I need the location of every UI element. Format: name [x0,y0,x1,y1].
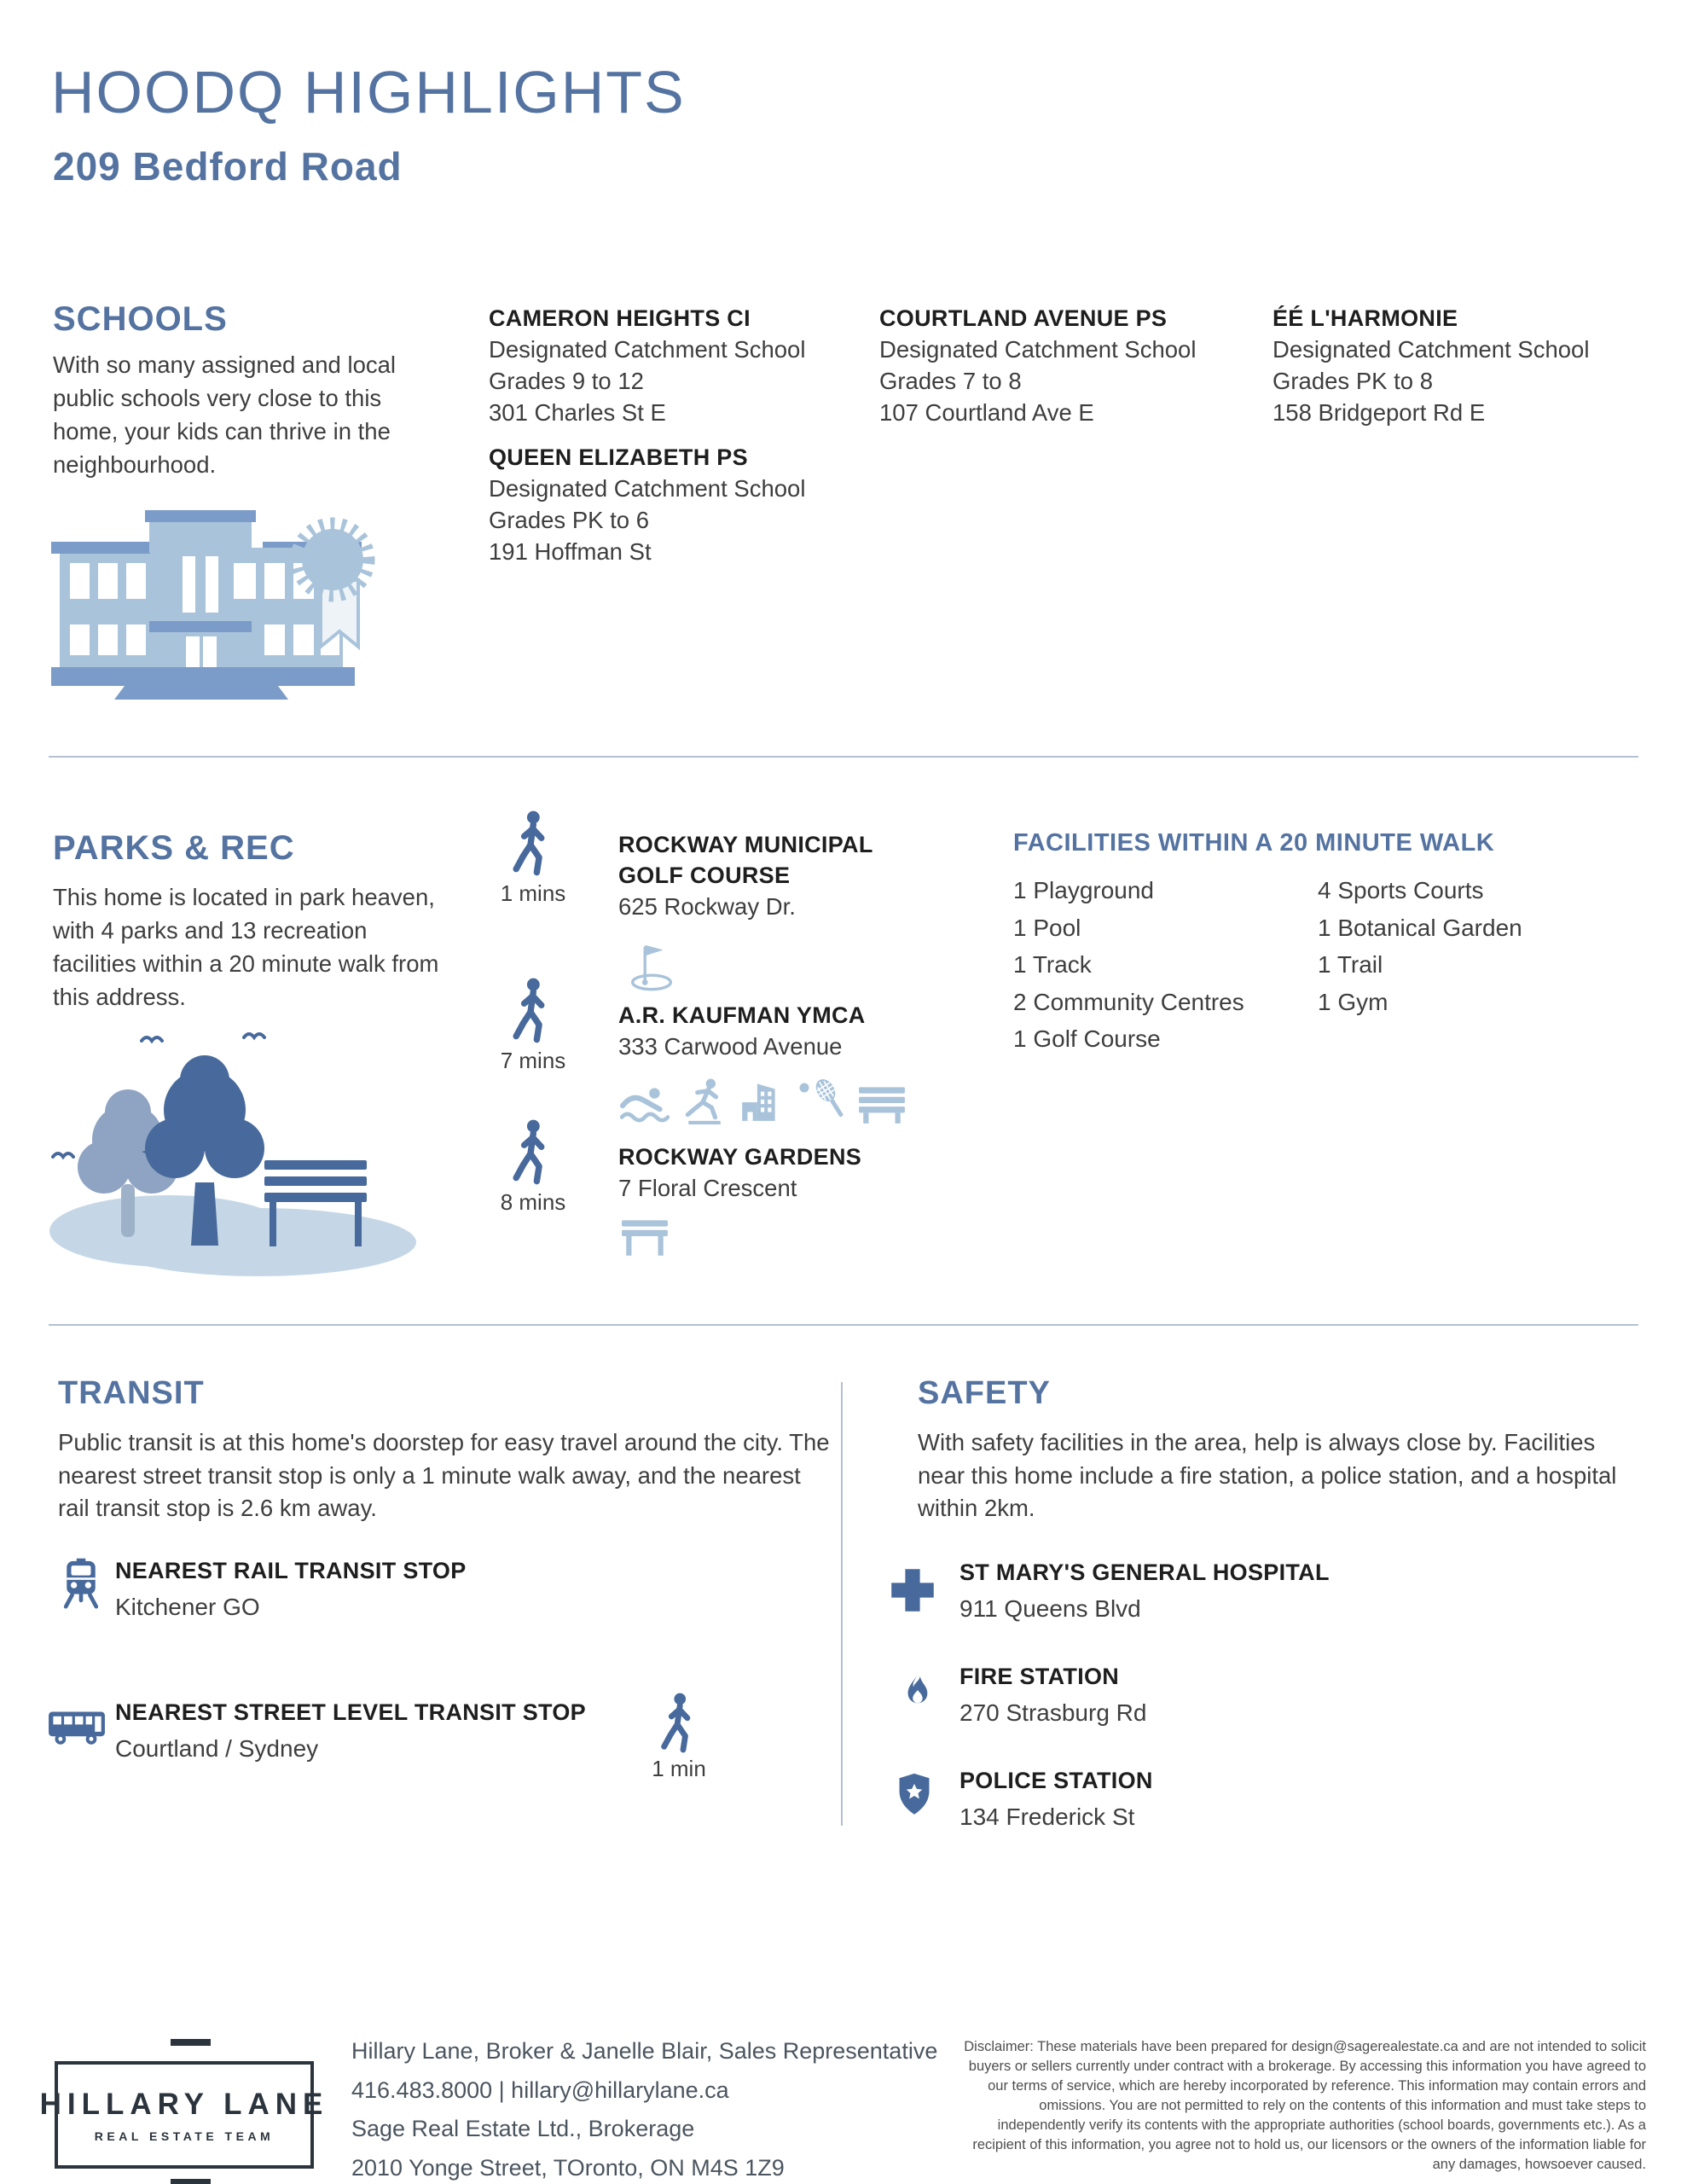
logo-tagline: REAL ESTATE TEAM [94,2129,275,2143]
facilities-column-2 [1318,872,1522,1020]
swimmer-icon [620,1085,670,1124]
ymca-facility-icons [620,1077,907,1124]
school-item [489,442,805,567]
park-address: 625 Rockway Dr. [618,893,796,920]
park-item [618,1141,977,1204]
school-item [1272,303,1589,428]
logo-name: HILLARY LANE [39,2087,329,2121]
contact-agents: Hillary Lane, Broker & Janelle Blair, Sales Representative [351,2038,938,2064]
police-station-label: POLICE STATION [959,1768,1153,1793]
facilities-heading: FACILITIES WITHIN A 20 MINUTE WALK [1013,829,1495,857]
rail-stop-value: Kitchener GO [115,1594,260,1620]
walker-icon [658,1693,699,1754]
school-address: 191 Hoffman St [489,538,652,565]
fire-station-label: FIRE STATION [959,1664,1120,1689]
logo-dash-bottom [171,2179,211,2184]
school-name: CAMERON HEIGHTS CI [489,305,751,331]
park-illustration [41,1022,416,1282]
rail-stop-label: NEAREST RAIL TRANSIT STOP [115,1558,467,1583]
transit-heading: TRANSIT [58,1375,205,1411]
picnic-bench-icon [620,1215,670,1258]
police-shield-icon [894,1771,935,1821]
school-grades: Grades 7 to 8 [879,368,1022,394]
school-grades: Grades 9 to 12 [489,368,644,394]
park-address: 7 Floral Crescent [618,1175,797,1201]
flame-icon [901,1665,933,1720]
contact-phone-email: 416.483.8000 | hillary@hillarylane.ca [351,2077,729,2103]
school-name: COURTLAND AVENUE PS [879,305,1168,331]
bench-icon [857,1082,907,1124]
transit-description: Public transit is at this home's doorstep for easy travel around the city. The nearest street transit stop is only a 1 minute walk away, and the nearest rail transit stop is 2.6 km away. [58,1429,830,1521]
facility-item: 4 Sports Courts [1318,877,1484,903]
page-title: HOODQ HIGHLIGHTS [51,59,686,125]
page-subtitle: 209 Bedford Road [53,144,403,189]
train-icon [61,1556,101,1611]
school-address: 301 Charles St E [489,399,666,426]
school-address: 107 Courtland Ave E [879,399,1094,426]
school-item [879,303,1196,428]
school-type: Designated Catchment School [489,336,806,363]
schools-description: With so many assigned and local public schools very close to this home, your kids can thrive in the neighbourhood. [53,351,397,478]
school-address: 158 Bridgeport Rd E [1272,399,1486,426]
walker-icon [510,978,554,1044]
transit-walk-time: 1 min [652,1756,706,1781]
brokerage-logo [39,2061,329,2169]
facility-item: 1 Botanical Garden [1318,914,1522,941]
walker-icon [510,810,554,877]
bus-icon [48,1706,106,1746]
park-name: ROCKWAY MUNICIPAL GOLF COURSE [618,832,873,888]
schools-heading: SCHOOLS [53,300,228,338]
section-divider [49,756,1638,758]
facilities-column-1 [1013,872,1244,1058]
park-name: ROCKWAY GARDENS [618,1144,862,1170]
school-type: Designated Catchment School [489,475,806,502]
logo-dash-top [171,2039,211,2046]
park-address: 333 Carwood Avenue [618,1033,843,1060]
school-grades: Grades PK to 6 [489,507,650,533]
tennis-icon [796,1077,845,1124]
park-item [618,1000,977,1062]
facility-item: 2 Community Centres [1013,988,1244,1015]
building-icon [738,1078,784,1124]
street-stop-label: NEAREST STREET LEVEL TRANSIT STOP [115,1699,586,1725]
facility-item: 1 Trail [1318,951,1383,978]
facility-item: 1 Playground [1013,877,1155,903]
facility-item: 1 Track [1013,951,1092,978]
facility-item: 1 Gym [1318,988,1388,1015]
safety-description: With safety facilities in the area, help is always close by. Facilities near this home include a fire station, a police station, and a hospital within 2km. [918,1429,1617,1521]
street-stop-value: Courtland / Sydney [115,1735,319,1762]
police-station-address: 134 Frederick St [959,1804,1135,1830]
park-item [618,829,977,922]
parks-description: This home is located in park heaven, with 4 parks and 13 recreation facilities within a 20 minute walk from this address. [53,884,439,1010]
hospital-address: 911 Queens Blvd [959,1595,1141,1622]
walk-time: 8 mins [500,1189,566,1215]
section-divider [49,1324,1638,1326]
hospital-label: ST MARY'S GENERAL HOSPITAL [959,1560,1330,1585]
walk-time: 1 mins [500,880,566,906]
school-building-illustration [49,495,399,715]
school-type: Designated Catchment School [1272,336,1590,363]
walker-icon [510,1119,554,1186]
golf-flag-icon [623,937,681,995]
facility-item: 1 Golf Course [1013,1025,1161,1052]
walk-time: 7 mins [500,1048,566,1073]
safety-heading: SAFETY [918,1375,1051,1411]
disclaimer-text: Disclaimer: These materials have been prepared for design@sagerealestate.ca and are not intended to solicit buyers or sellers currently under contract with a brokerage. By accessing this information you have agreed to our terms of service, which are hereby incorporated by reference. This information may contain errors and omissions. You are not permitted to rely on the contents of this information and must take steps to independently verify its contents with the appropriate authorities (school boards, governments etc.). As a recipient of this information, you agree not to hold us, our licensors or the owners of the information liable for any damages, howsoever caused. [964,2039,1646,2172]
parks-heading: PARKS & REC [53,829,295,867]
column-divider [841,1382,843,1826]
school-name: ÉÉ L'HARMONIE [1272,305,1458,331]
fire-station-address: 270 Strasburg Rd [959,1699,1147,1726]
contact-address: 2010 Yonge Street, TOronto, ON M4S 1Z9 [351,2154,785,2181]
school-grades: Grades PK to 8 [1272,368,1434,394]
park-name: A.R. KAUFMAN YMCA [618,1002,866,1028]
school-name: QUEEN ELIZABETH PS [489,444,748,470]
facility-item: 1 Pool [1013,914,1081,941]
contact-block [351,2032,937,2184]
contact-brokerage: Sage Real Estate Ltd., Brokerage [351,2116,695,2141]
school-item [489,303,805,428]
medical-cross-icon [889,1566,936,1614]
runner-icon [681,1078,726,1124]
school-type: Designated Catchment School [879,336,1197,363]
